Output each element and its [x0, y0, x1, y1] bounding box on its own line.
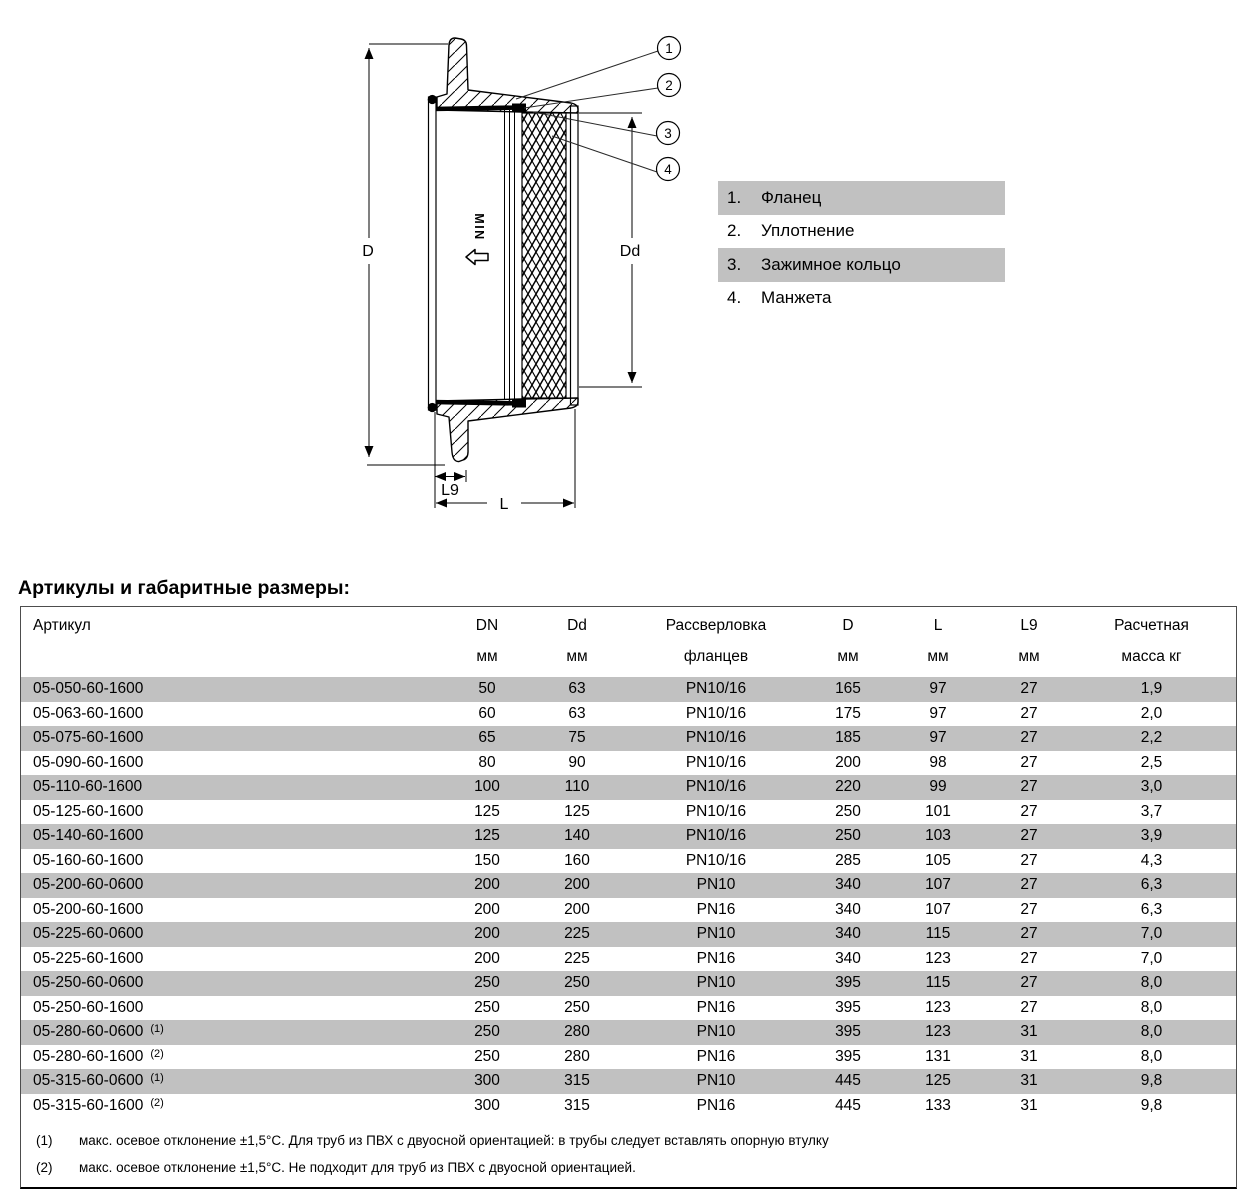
cell-mass: 4,3	[1140, 851, 1163, 869]
cell-d: 445	[835, 1096, 861, 1114]
col-header-l: L мм	[927, 617, 949, 665]
cell-article: 05-200-60-1600	[33, 900, 144, 918]
cell-l: 115	[925, 925, 951, 943]
cell-d: 285	[835, 851, 861, 869]
cell-dn: 300	[474, 1096, 500, 1114]
dim-label-Dd: Dd	[619, 243, 641, 260]
cell-mass: 1,9	[1140, 680, 1163, 698]
cell-l9: 27	[1020, 876, 1038, 894]
cell-d: 340	[835, 925, 861, 943]
table-row	[21, 677, 1236, 702]
insert-direction-arrow	[466, 250, 488, 265]
cell-dd: 280	[564, 1047, 590, 1065]
cell-drill: PN10/16	[685, 851, 747, 869]
pipe-wall	[428, 95, 437, 412]
footnote-text: макс. осевое отклонение ±1,5°C. Для труб из ПВХ с двуосной ориентацией: в трубы следует вставлять опорную втулку	[79, 1133, 829, 1148]
legend-item-label: Уплотнение	[761, 221, 855, 241]
cell-dd: 315	[564, 1096, 590, 1114]
cell-mass: 3,0	[1140, 778, 1163, 796]
cell-dd: 225	[564, 949, 590, 967]
col-header-l9: L9 мм	[1018, 617, 1040, 665]
cell-l9: 27	[1020, 998, 1038, 1016]
cell-dd: 140	[564, 827, 590, 845]
cell-l: 103	[925, 827, 951, 845]
cell-article: 05-050-60-1600	[33, 680, 144, 698]
cell-drill: PN16	[696, 1096, 736, 1114]
cell-drill: PN10	[696, 925, 736, 943]
cell-drill: PN10	[696, 974, 736, 992]
table-row	[21, 947, 1236, 972]
footnote	[21, 1127, 1236, 1154]
cell-drill: PN10	[696, 1072, 736, 1090]
cell-l9: 27	[1020, 802, 1038, 820]
cell-l9: 27	[1020, 680, 1038, 698]
cell-drill: PN16	[696, 949, 736, 967]
cell-drill: PN10	[696, 876, 736, 894]
cell-mass: 2,5	[1140, 753, 1163, 771]
dim-Dd	[579, 113, 642, 387]
cell-mass: 3,7	[1140, 802, 1163, 820]
cell-dn: 125	[474, 827, 500, 845]
legend-item	[718, 282, 1005, 316]
cell-l: 105	[925, 851, 951, 869]
cell-drill: PN10/16	[685, 753, 747, 771]
cell-mass: 8,0	[1140, 1023, 1163, 1041]
cell-mass: 9,8	[1140, 1072, 1163, 1090]
cell-l: 115	[925, 974, 951, 992]
cell-l9: 31	[1020, 1023, 1038, 1041]
callout-3	[657, 122, 680, 145]
cell-d: 445	[835, 1072, 861, 1090]
flange-bottom	[437, 398, 578, 462]
cell-l: 97	[929, 680, 947, 698]
table-row	[21, 702, 1236, 727]
footnote-ref: (1)	[150, 1023, 164, 1036]
cell-d: 395	[835, 1023, 861, 1041]
cell-d: 395	[835, 974, 861, 992]
footnotes	[21, 1118, 1236, 1187]
cell-mass: 8,0	[1140, 1047, 1163, 1065]
cell-mass: 8,0	[1140, 974, 1163, 992]
min-label: MIN	[472, 213, 486, 241]
cell-drill: PN10/16	[685, 778, 747, 796]
cell-l: 123	[925, 1023, 951, 1041]
cell-l9: 31	[1020, 1072, 1038, 1090]
cell-d: 250	[835, 802, 861, 820]
table-row	[21, 971, 1236, 996]
cell-mass: 9,8	[1140, 1096, 1163, 1114]
svg-text:2: 2	[665, 77, 673, 93]
footnote-text: макс. осевое отклонение ±1,5°C. Не подходит для труб из ПВХ с двуосной ориентацией.	[79, 1160, 636, 1175]
cell-l: 107	[925, 876, 951, 894]
cell-article: 05-250-60-1600	[33, 998, 144, 1016]
dim-label-L9: L9	[441, 482, 459, 499]
cell-article: 05-225-60-0600	[33, 925, 144, 943]
cell-d: 340	[835, 876, 861, 894]
cell-dd: 250	[564, 998, 590, 1016]
legend-item-number: 1.	[727, 187, 742, 207]
callout-4	[657, 158, 680, 181]
table-row	[21, 800, 1236, 825]
svg-text:3: 3	[664, 125, 672, 141]
footnote-mark: (2)	[36, 1160, 53, 1175]
table-row	[21, 1045, 1236, 1070]
min-marker	[466, 213, 488, 264]
cell-l9: 27	[1020, 851, 1038, 869]
cell-l9: 31	[1020, 1096, 1038, 1114]
cell-l: 99	[929, 778, 947, 796]
cell-l9: 27	[1020, 974, 1038, 992]
cell-mass: 3,9	[1140, 827, 1163, 845]
legend-item-label: Фланец	[761, 187, 822, 207]
table-body	[21, 677, 1236, 1118]
table-row	[21, 1020, 1236, 1045]
table-row	[21, 726, 1236, 751]
dimensions-table-frame	[20, 606, 1237, 1189]
table-row	[21, 849, 1236, 874]
footnote-ref: (2)	[150, 1096, 164, 1109]
table-row	[21, 922, 1236, 947]
cell-drill: PN10/16	[685, 729, 747, 747]
cell-d: 200	[835, 753, 861, 771]
cell-l: 131	[925, 1047, 951, 1065]
serrated-sleeve	[522, 113, 566, 398]
table-row	[21, 1069, 1236, 1094]
cell-dd: 63	[568, 704, 586, 722]
legend-item	[718, 248, 1005, 282]
cell-d: 340	[835, 900, 861, 918]
col-header-mass: Расчетная масса кг	[1114, 617, 1189, 665]
cell-article: 05-063-60-1600	[33, 704, 144, 722]
cell-drill: PN16	[696, 900, 736, 918]
cell-l9: 31	[1020, 1047, 1038, 1065]
cell-dn: 200	[474, 949, 500, 967]
legend-item-label: Зажимное кольцо	[761, 254, 901, 274]
table-row	[21, 751, 1236, 776]
cell-mass: 2,2	[1140, 729, 1163, 747]
cell-l: 107	[925, 900, 951, 918]
cell-d: 250	[835, 827, 861, 845]
cell-dd: 200	[564, 900, 590, 918]
footnote-ref: (1)	[150, 1072, 164, 1085]
cell-drill: PN10/16	[685, 802, 747, 820]
cell-dn: 50	[478, 680, 496, 698]
cell-mass: 8,0	[1140, 998, 1163, 1016]
cell-dn: 250	[474, 998, 500, 1016]
cell-d: 175	[835, 704, 861, 722]
cell-dn: 80	[478, 753, 496, 771]
cell-article: 05-315-60-0600 $^{(1)}$	[33, 1072, 164, 1090]
cell-l9: 27	[1020, 778, 1038, 796]
cell-article: 05-250-60-0600	[33, 974, 144, 992]
cell-dn: 250	[474, 1047, 500, 1065]
cell-l9: 27	[1020, 827, 1038, 845]
dimensions-table	[21, 607, 1236, 1118]
cell-l: 98	[929, 753, 947, 771]
cell-dn: 150	[474, 851, 500, 869]
cell-l9: 27	[1020, 949, 1038, 967]
cell-d: 340	[835, 949, 861, 967]
legend-item-number: 4.	[727, 288, 742, 308]
cell-dn: 200	[474, 925, 500, 943]
cell-dd: 225	[564, 925, 590, 943]
legend-item-number: 2.	[727, 221, 742, 241]
cell-dn: 200	[474, 900, 500, 918]
cell-article: 05-280-60-0600 $^{(1)}$	[33, 1023, 164, 1041]
footnote-mark: (1)	[36, 1133, 53, 1148]
parts-legend	[718, 181, 1005, 315]
footnote	[21, 1154, 1236, 1181]
cell-l: 97	[929, 704, 947, 722]
cell-dd: 315	[564, 1072, 590, 1090]
cell-article: 05-090-60-1600	[33, 753, 144, 771]
legend-item	[718, 181, 1005, 215]
legend-item-label: Манжета	[761, 288, 832, 308]
callout-2	[658, 74, 681, 97]
dim-label-D: D	[362, 243, 374, 260]
table-row	[21, 996, 1236, 1021]
cell-article: 05-140-60-1600	[33, 827, 144, 845]
cell-article: 05-200-60-0600	[33, 876, 144, 894]
cell-l9: 27	[1020, 925, 1038, 943]
legend-item	[718, 215, 1005, 249]
cell-l: 125	[925, 1072, 951, 1090]
cell-dd: 63	[568, 680, 586, 698]
callout-1	[658, 37, 681, 60]
cell-dd: 280	[564, 1023, 590, 1041]
cell-l: 101	[925, 802, 951, 820]
cell-drill: PN10	[696, 1023, 736, 1041]
cell-article: 05-280-60-1600 $^{(2)}$	[33, 1047, 164, 1065]
cell-dn: 60	[478, 704, 496, 722]
callouts	[657, 37, 681, 181]
col-header-dd: Dd мм	[566, 617, 588, 665]
cell-dn: 300	[474, 1072, 500, 1090]
dim-label-L: L	[499, 496, 509, 513]
cell-dd: 125	[564, 802, 590, 820]
cell-article: 05-160-60-1600	[33, 851, 144, 869]
legend-item-number: 3.	[727, 254, 742, 274]
cell-mass: 7,0	[1140, 949, 1163, 967]
cell-l9: 27	[1020, 753, 1038, 771]
table-row	[21, 873, 1236, 898]
cell-l9: 27	[1020, 704, 1038, 722]
cell-drill: PN10/16	[685, 827, 747, 845]
svg-text:1: 1	[665, 40, 673, 56]
cell-dd: 160	[564, 851, 590, 869]
table-header	[21, 607, 1236, 677]
col-header-drill: Рассверловка фланцев	[665, 617, 767, 665]
cell-dd: 75	[568, 729, 586, 747]
cell-dd: 250	[564, 974, 590, 992]
cell-d: 165	[835, 680, 861, 698]
flange-top	[437, 38, 578, 113]
cell-dn: 125	[474, 802, 500, 820]
cell-mass: 7,0	[1140, 925, 1163, 943]
cell-l9: 27	[1020, 900, 1038, 918]
cell-drill: PN10/16	[685, 704, 747, 722]
cell-l: 123	[925, 998, 951, 1016]
cell-d: 220	[835, 778, 861, 796]
cell-drill: PN16	[696, 998, 736, 1016]
col-header-dn: DN мм	[475, 617, 499, 665]
cell-l: 133	[925, 1096, 951, 1114]
outer-shell	[571, 106, 579, 405]
cell-article: 05-110-60-1600	[33, 778, 143, 796]
sleeve-walls	[505, 110, 515, 400]
cell-dn: 200	[474, 876, 500, 894]
table-row	[21, 1094, 1236, 1119]
svg-text:4: 4	[664, 161, 672, 177]
cell-dd: 110	[564, 778, 590, 796]
cell-mass: 6,3	[1140, 876, 1163, 894]
technical-drawing	[0, 0, 1255, 560]
cell-dd: 200	[564, 876, 590, 894]
cell-l9: 27	[1020, 729, 1038, 747]
cell-dn: 100	[474, 778, 500, 796]
cell-drill: PN16	[696, 1047, 736, 1065]
cell-mass: 2,0	[1140, 704, 1163, 722]
cell-d: 395	[835, 1047, 861, 1065]
cell-mass: 6,3	[1140, 900, 1163, 918]
cell-article: 05-225-60-1600	[33, 949, 144, 967]
cell-dn: 65	[478, 729, 496, 747]
cell-article: 05-075-60-1600	[33, 729, 144, 747]
table-row	[21, 775, 1236, 800]
footnote-ref: (2)	[150, 1047, 164, 1060]
cell-l: 123	[925, 949, 951, 967]
section-title: Артикулы и габаритные размеры:	[18, 577, 351, 599]
table-row	[21, 898, 1236, 923]
cell-dn: 250	[474, 974, 500, 992]
cell-l: 97	[929, 729, 947, 747]
cell-d: 185	[835, 729, 861, 747]
cell-dn: 250	[474, 1023, 500, 1041]
cell-drill: PN10/16	[685, 680, 747, 698]
cell-dd: 90	[568, 753, 586, 771]
cell-d: 395	[835, 998, 861, 1016]
table-row	[21, 824, 1236, 849]
cell-article: 05-125-60-1600	[33, 802, 144, 820]
col-header-article: Артикул	[33, 617, 91, 634]
cell-article: 05-315-60-1600 $^{(2)}$	[33, 1096, 164, 1114]
col-header-d: D мм	[837, 617, 859, 665]
